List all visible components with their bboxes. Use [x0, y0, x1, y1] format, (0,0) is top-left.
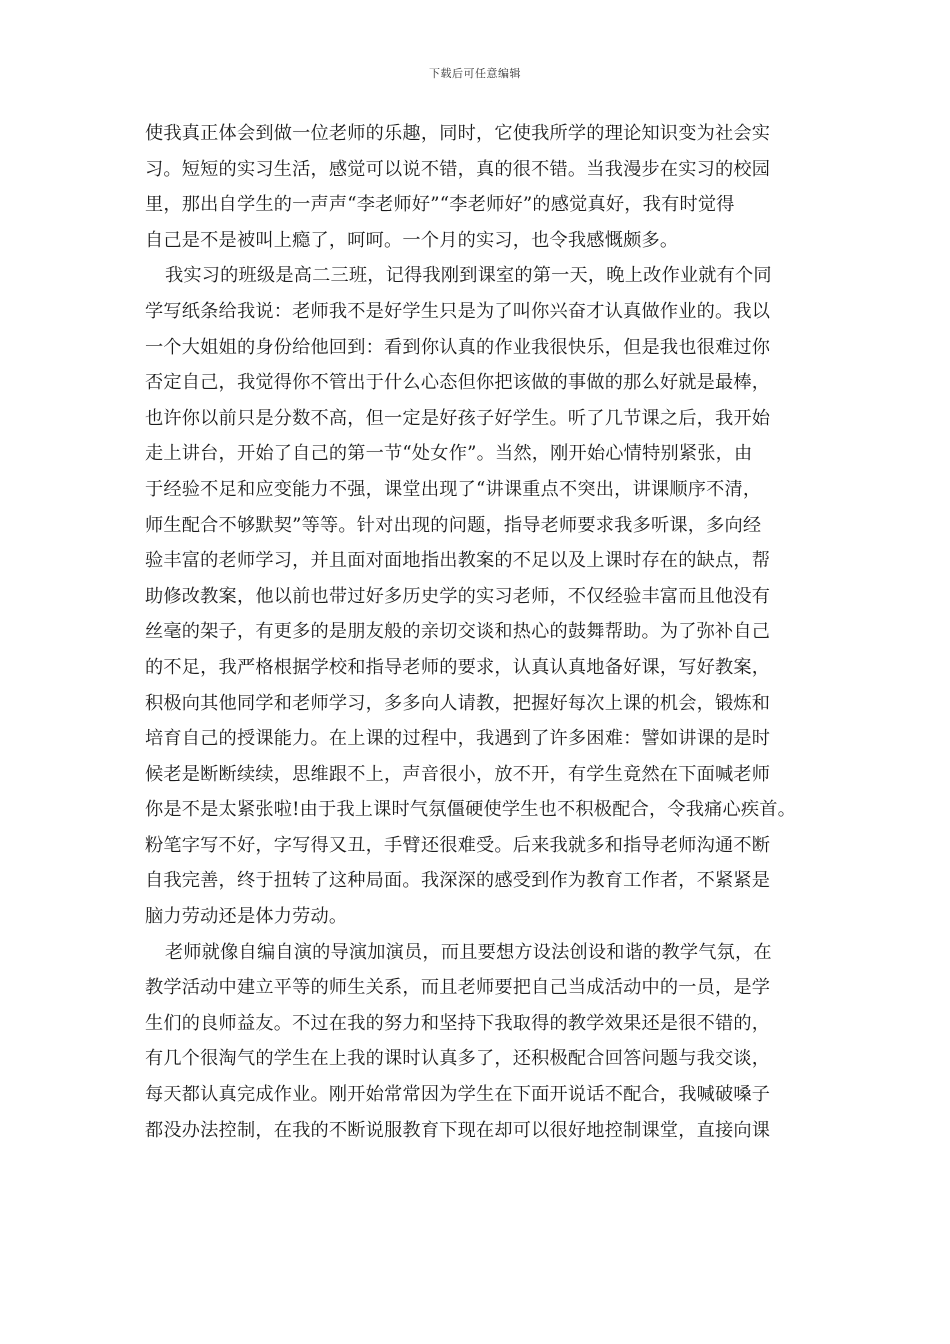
text-line: 你是不是太紧张啦!由于我上课时气氛僵硬使学生也不积极配合，令我痛心疾首。 [145, 799, 797, 821]
text-line: 习。短短的实习生活，感觉可以说不错，真的很不错。当我漫步在实习的校园 [145, 158, 771, 180]
page-header: 下载后可任意编辑 [429, 67, 521, 80]
text-line: 粉笔字写不好，字写得又丑，手臂还很难受。后来我就多和指导老师沟通不断 [145, 834, 771, 856]
document-body [145, 116, 817, 1148]
text-line: 助修改教案，他以前也带过好多历史学的实习老师，不仅经验丰富而且他没有 [145, 585, 771, 607]
text-line: 验丰富的老师学习，并且面对面地指出教案的不足以及上课时存在的缺点，帮 [145, 550, 771, 572]
text-line: 我实习的班级是高二三班，记得我刚到课室的第一天，晚上改作业就有个同 [165, 265, 772, 287]
paragraph-3 [145, 935, 817, 1149]
text-line: 自己是不是被叫上瘾了，呵呵。一个月的实习，也令我感慨颇多。 [145, 229, 679, 251]
text-line: 有几个很淘气的学生在上我的课时认真多了，还积极配合回答问题与我交谈， [145, 1048, 771, 1070]
text-line: 丝毫的架子，有更多的是朋友般的亲切交谈和热心的鼓舞帮助。为了弥补自己 [145, 621, 771, 643]
text-line: 生们的良师益友。不过在我的努力和坚持下我取得的教学效果还是很不错的， [145, 1012, 771, 1034]
text-line: 每天都认真完成作业。刚开始常常因为学生在下面开说话不配合，我喊破嗓子 [145, 1084, 771, 1106]
text-line: 否定自己，我觉得你不管出于什么心态但你把该做的事做的那么好就是最棒， [145, 372, 771, 394]
text-line: 一个大姐姐的身份给他回到：看到你认真的作业我很快乐，但是我也很难过你 [145, 336, 771, 358]
text-line: 使我真正体会到做一位老师的乐趣，同时，它使我所学的理论知识变为社会实 [145, 123, 771, 144]
text-line: 脑力劳动还是体力劳动。 [145, 906, 348, 928]
text-line: 的不足，我严格根据学校和指导老师的要求，认真认真地备好课，写好教案， [145, 656, 771, 678]
text-line: 师生配合不够默契”等等。针对出现的问题，指导老师要求我多听课，多向经 [145, 514, 762, 536]
paragraph-1 [145, 116, 817, 258]
text-line: 走上讲台，开始了自己的第一节“处女作”。当然，刚开始心情特别紧张，由 [145, 443, 753, 465]
text-line: 里，那出自学生的一声声“李老师好”“李老师好”的感觉真好，我有时觉得 [145, 194, 735, 216]
text-line: 自我完善，终于扭转了这种局面。我深深的感受到作为教育工作者，不紧紧是 [145, 870, 771, 892]
text-line: 教学活动中建立平等的师生关系，而且老师要把自己当成活动中的一员，是学 [145, 977, 771, 999]
text-line: 学写纸条给我说：老师我不是好学生只是为了叫你兴奋才认真做作业的。我以 [145, 300, 771, 322]
text-line: 都没办法控制，在我的不断说服教育下现在却可以很好地控制课堂，直接向课 [145, 1119, 771, 1141]
text-line: 于经验不足和应变能力不强，课堂出现了“讲课重点不突出，讲课顺序不清， [145, 478, 762, 500]
text-line: 积极向其他同学和老师学习，多多向人请教，把握好每次上课的机会，锻炼和 [145, 692, 771, 714]
text-line: 培育自己的授课能力。在上课的过程中，我遇到了许多困难：譬如讲课的是时 [145, 728, 771, 750]
text-line: 老师就像自编自演的导演加演员，而且要想方设法创设和谐的教学气氛，在 [165, 941, 772, 963]
text-line: 也许你以前只是分数不高，但一定是好孩子好学生。听了几节课之后，我开始 [145, 407, 771, 429]
text-line: 候老是断断续续，思维跟不上，声音很小，放不开，有学生竟然在下面喊老师 [145, 763, 771, 785]
paragraph-2 [145, 258, 817, 934]
